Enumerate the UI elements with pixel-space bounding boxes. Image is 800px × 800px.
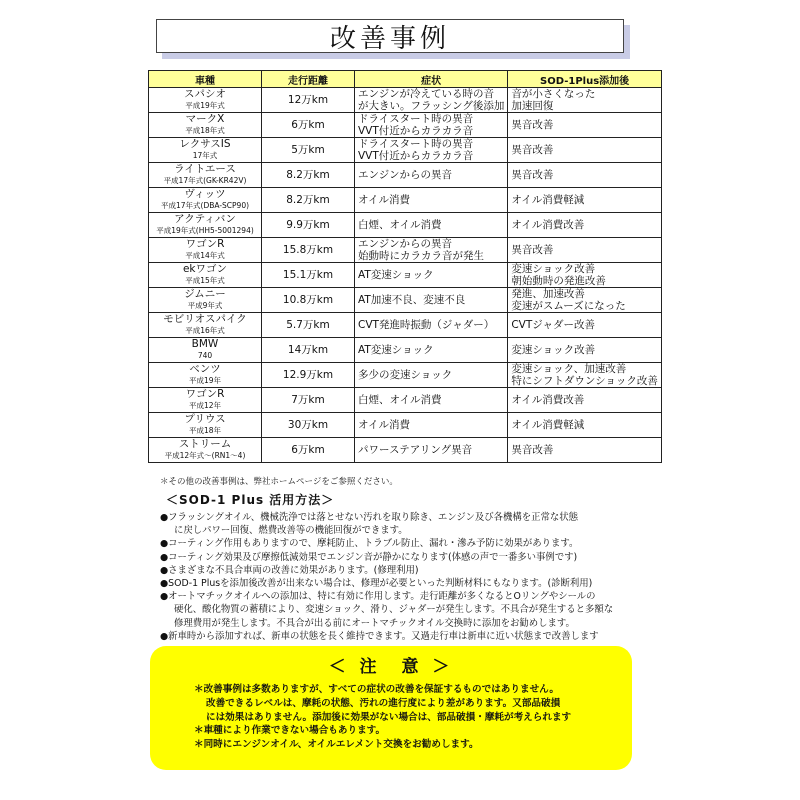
cell-result <box>508 438 662 463</box>
caution-title: ＜ 注 意 ＞ <box>328 657 454 677</box>
result-line: 音が小さくなった <box>511 88 596 100</box>
usage-item: ●新車時から添加すれば、新車の状態を長く維持できます。又過走行車は新車に近い状態まで改善します <box>160 630 599 642</box>
result-line: 変速ショック改善 <box>511 344 596 356</box>
cell-result <box>508 213 662 238</box>
cell-model <box>149 288 262 313</box>
usage-list <box>160 511 630 643</box>
model-year: 平成19年 <box>188 376 222 385</box>
model-name: BMW <box>191 338 219 350</box>
model-year: 平成16年式 <box>185 326 225 335</box>
footnote: ＊その他の改善事例は、弊社ホームページをご参照ください。 <box>160 477 398 487</box>
cell-model <box>149 163 262 188</box>
header-symptom: 症状 <box>355 71 508 88</box>
caution-line: には効果はありません。添加後に効果がない場合は、部品破損・摩耗が考えられます <box>206 711 572 723</box>
cell-symptom <box>355 313 508 338</box>
symptom-line: AT変速ショック <box>358 344 434 356</box>
cell-model <box>149 338 262 363</box>
symptom-line: VVT付近からカラカラ音 <box>358 125 474 137</box>
usage-item: ●オートマチックオイルへの添加は、特に有効に作用します。走行距離が多くなるとOリングやシールの <box>160 591 596 603</box>
header-distance: 走行距離 <box>262 71 355 88</box>
cell-result <box>508 188 662 213</box>
cell-model <box>149 238 262 263</box>
cell-symptom <box>355 388 508 413</box>
model-name: ライトエース <box>174 163 236 175</box>
usage-item: ●コーティング効果及び摩擦低減効果でエンジン音が静かになります(体感の声で一番多い事例です) <box>160 551 578 563</box>
result-line: 異音改善 <box>511 119 554 131</box>
table-row <box>149 238 662 263</box>
cell-result <box>508 113 662 138</box>
cell-symptom <box>355 113 508 138</box>
cell-symptom <box>355 238 508 263</box>
cell-distance: 6万km <box>262 113 355 138</box>
table-row <box>149 363 662 388</box>
symptom-line: AT加速不良、変速不良 <box>358 294 466 306</box>
result-line: 朝始動時の発進改善 <box>511 275 606 287</box>
model-year: 平成12年 <box>188 401 222 410</box>
model-name: ワゴンR <box>185 238 225 250</box>
cell-result <box>508 263 662 288</box>
result-line: 加速回復 <box>511 100 554 112</box>
model-name: アクティバン <box>174 213 236 225</box>
cell-symptom <box>355 413 508 438</box>
result-line: オイル消費軽減 <box>511 419 585 431</box>
cell-model <box>149 263 262 288</box>
symptom-line: が大きい。フラッシング後添加 <box>358 100 505 112</box>
result-line: オイル消費改善 <box>511 394 585 406</box>
cell-symptom <box>355 363 508 388</box>
table-row <box>149 213 662 238</box>
model-name: スパシオ <box>184 88 226 100</box>
model-year: 平成19年式(HH5-5001294) <box>156 226 254 235</box>
cell-distance: 5万km <box>262 138 355 163</box>
cell-distance: 6万km <box>262 438 355 463</box>
symptom-line: 白煙、オイル消費 <box>358 394 442 406</box>
model-year: 平成18年式 <box>185 126 225 135</box>
cell-result <box>508 413 662 438</box>
model-year: 平成9年式 <box>187 301 223 310</box>
cell-distance: 10.8万km <box>262 288 355 313</box>
table-row <box>149 163 662 188</box>
symptom-line: 始動時にカラカラ音が発生 <box>358 250 484 262</box>
cell-distance: 14万km <box>262 338 355 363</box>
result-line: 異音改善 <box>511 244 554 256</box>
symptom-line: ドライスタート時の異音 <box>358 113 474 125</box>
usage-item: ●さまざまな不具合車両の改善に効果があります。(修理利用) <box>160 564 419 576</box>
cell-result <box>508 288 662 313</box>
model-name: レクサスIS <box>179 138 231 150</box>
model-name: プリウス <box>184 413 226 425</box>
cell-model <box>149 413 262 438</box>
model-name: モビリオスパイク <box>163 313 247 325</box>
model-name: ekワゴン <box>182 263 228 275</box>
result-line: 特にシフトダウンショック改善 <box>511 375 658 387</box>
model-name: ストリーム <box>178 438 232 450</box>
cell-distance: 12.9万km <box>262 363 355 388</box>
symptom-line: オイル消費 <box>358 194 410 206</box>
result-line: オイル消費改善 <box>511 219 585 231</box>
caution-box <box>150 646 632 770</box>
header-model: 車種 <box>149 71 262 88</box>
cell-result <box>508 238 662 263</box>
cell-symptom <box>355 138 508 163</box>
cell-symptom <box>355 213 508 238</box>
cell-distance: 30万km <box>262 413 355 438</box>
cell-distance: 7万km <box>262 388 355 413</box>
caution-line: 改善できるレベルは、摩耗の状態、汚れの進行度により差があります。又部品破損 <box>206 697 561 709</box>
model-year: 平成15年式 <box>185 276 225 285</box>
table-row <box>149 438 662 463</box>
model-year: 平成18年 <box>188 426 222 435</box>
usage-item: ●SOD-1 Plusを添加後改善が出来ない場合は、修理が必要といった判断材料にもなります。(診断利用) <box>160 578 593 590</box>
model-name: ジムニー <box>184 288 226 300</box>
model-year: 平成17年式(GK-KR42V) <box>163 176 247 185</box>
table-row <box>149 388 662 413</box>
cell-symptom <box>355 288 508 313</box>
cell-model <box>149 363 262 388</box>
cell-result <box>508 138 662 163</box>
usage-item: 硬化、酸化物質の蓄積により、変速ショック、滑り、ジャダーが発生します。不具合が発生すると多額な <box>174 604 614 616</box>
table-header-row <box>149 71 662 88</box>
result-line: 異音改善 <box>511 444 554 456</box>
page-title: 改善事例 <box>156 19 624 53</box>
cell-symptom <box>355 88 508 113</box>
usage-item: ●フラッシングオイル、機械洗浄では落とせない汚れを取り除き、エンジン及び各機構を正常な状態 <box>160 512 579 523</box>
cell-result <box>508 88 662 113</box>
symptom-line: AT変速ショック <box>358 269 434 281</box>
usage-item: 修理費用が発生します。不具合が出る前にオートマチックオイル交換時に添加をお勧めします。 <box>174 617 575 629</box>
improvement-cases-table <box>148 70 662 463</box>
model-name: ヴィッツ <box>184 188 226 200</box>
table-row <box>149 113 662 138</box>
table-row <box>149 338 662 363</box>
result-line: 異音改善 <box>511 144 554 156</box>
usage-heading: ＜SOD-1 Plus 活用方法＞ <box>166 493 335 507</box>
result-line: 異音改善 <box>511 169 554 181</box>
table-row <box>149 188 662 213</box>
model-name: ベンツ <box>189 363 221 375</box>
model-year: 740 <box>197 351 213 360</box>
cell-distance: 8.2万km <box>262 188 355 213</box>
table-row <box>149 88 662 113</box>
model-name: マークX <box>185 113 225 125</box>
symptom-line: エンジンが冷えている時の音 <box>358 88 494 100</box>
table-row <box>149 138 662 163</box>
result-line: 変速ショック、加速改善 <box>511 363 627 375</box>
model-year: 平成14年式 <box>185 251 225 260</box>
model-year: 17年式 <box>192 151 218 160</box>
table-body <box>149 88 662 463</box>
result-line: CVTジャダー改善 <box>511 319 596 331</box>
table-row <box>149 288 662 313</box>
cell-symptom <box>355 338 508 363</box>
cell-model <box>149 438 262 463</box>
cell-result <box>508 363 662 388</box>
cell-result <box>508 163 662 188</box>
caution-line: ＊改善事例は多数ありますが、すべての症状の改善を保証するものではありません。 <box>194 684 559 695</box>
caution-line: ＊車種により作業できない場合もあります。 <box>194 725 386 737</box>
cell-model <box>149 138 262 163</box>
cell-distance: 15.1万km <box>262 263 355 288</box>
caution-list <box>194 683 571 752</box>
symptom-line: エンジンからの異音 <box>358 169 452 181</box>
model-year: 平成19年式 <box>185 101 225 110</box>
title-frame <box>156 19 630 59</box>
table-row <box>149 263 662 288</box>
symptom-line: CVT発進時振動（ジャダー） <box>358 319 495 331</box>
cell-model <box>149 113 262 138</box>
table-row <box>149 413 662 438</box>
cell-symptom <box>355 438 508 463</box>
caution-line: ＊同時にエンジンオイル、オイルエレメント交換をお勧めします。 <box>194 739 479 751</box>
symptom-line: パワーステアリング異音 <box>358 444 473 456</box>
symptom-line: ドライスタート時の異音 <box>358 138 474 150</box>
cell-distance: 5.7万km <box>262 313 355 338</box>
cell-distance: 9.9万km <box>262 213 355 238</box>
result-line: 変速がスムーズになった <box>511 300 626 312</box>
header-result: SOD-1Plus添加後 <box>508 71 662 88</box>
model-year: 平成12年式～(RN1～4) <box>164 451 246 460</box>
cell-model <box>149 213 262 238</box>
symptom-line: 多少の変速ショック <box>358 369 453 381</box>
table-row <box>149 313 662 338</box>
cell-model <box>149 88 262 113</box>
result-line: 発進、加速改善 <box>511 288 585 300</box>
cell-symptom <box>355 263 508 288</box>
cell-distance: 8.2万km <box>262 163 355 188</box>
symptom-line: 白煙、オイル消費 <box>358 219 442 231</box>
cell-result <box>508 338 662 363</box>
symptom-line: オイル消費 <box>358 419 410 431</box>
model-year: 平成17年式(DBA-SCP90) <box>160 201 250 210</box>
cell-result <box>508 313 662 338</box>
symptom-line: VVT付近からカラカラ音 <box>358 150 474 162</box>
result-line: オイル消費軽減 <box>511 194 585 206</box>
usage-item: ●コーティング作用もありますので、摩耗防止、トラブル防止、漏れ・滲み予防に効果があります。 <box>160 538 579 550</box>
cell-distance: 12万km <box>262 88 355 113</box>
cell-result <box>508 388 662 413</box>
cell-model <box>149 188 262 213</box>
cell-symptom <box>355 188 508 213</box>
result-line: 変速ショック改善 <box>511 263 596 275</box>
model-name: ワゴンR <box>185 388 225 400</box>
symptom-line: エンジンからの異音 <box>358 238 452 250</box>
cell-model <box>149 388 262 413</box>
cell-symptom <box>355 163 508 188</box>
cell-distance: 15.8万km <box>262 238 355 263</box>
usage-item: に戻しパワー回復、燃費改善等の機能回復ができます。 <box>174 525 408 537</box>
cell-model <box>149 313 262 338</box>
